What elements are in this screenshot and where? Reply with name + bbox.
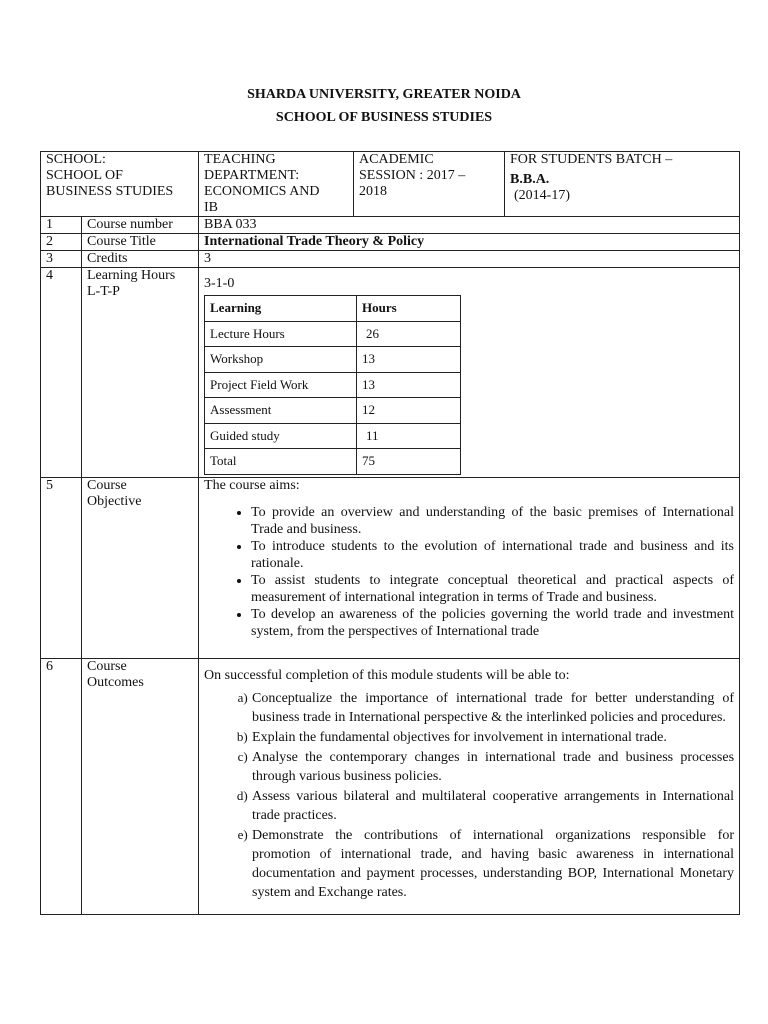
ltp-value: 3-1-0 — [204, 276, 235, 291]
row-number: 1 — [41, 217, 82, 234]
row-label-line: L-T-P — [87, 284, 120, 299]
hours-row — [205, 449, 461, 475]
row-number: 6 — [41, 658, 82, 914]
session-line: ACADEMIC — [359, 152, 434, 167]
row-label: Course number — [82, 217, 199, 234]
session-cell — [354, 152, 505, 217]
objective-intro: The course aims: — [204, 477, 300, 493]
course-title-value: International Trade Theory & Policy — [199, 234, 740, 251]
school-line: BUSINESS STUDIES — [46, 184, 174, 199]
list-item: e. Demonstrate the contributions of international organizations responsible for promotion of international trade, and having basic awareness in international documentation and payment processes, understanding BOP, International Monetary system and Exchange rates. — [251, 825, 734, 902]
outcomes-cell — [199, 658, 740, 914]
hours-value: 26 — [357, 321, 461, 347]
session-line: SESSION : 2017 – — [359, 168, 466, 183]
hours-table-header — [205, 296, 461, 322]
course-number-value: BBA 033 — [199, 217, 740, 234]
row-label — [82, 658, 199, 914]
department-line: DEPARTMENT: — [204, 168, 300, 183]
credits-value: 3 — [199, 251, 740, 268]
course-title-row — [41, 234, 740, 251]
department-line: IB — [204, 200, 219, 215]
hours-header: Hours — [357, 296, 461, 322]
learning-hours-row — [41, 268, 740, 478]
department-line: ECONOMICS AND — [204, 184, 320, 199]
outcomes-intro: On successful completion of this module students will be able to: — [204, 667, 570, 683]
department-line: TEACHING — [204, 152, 276, 167]
credits-row — [41, 251, 740, 268]
hours-row — [205, 423, 461, 449]
learning-type: Lecture Hours — [205, 321, 357, 347]
batch-years: (2014-17) — [514, 188, 571, 203]
batch-cell — [505, 152, 740, 217]
department-cell — [199, 152, 354, 217]
list-item: • To assist students to integrate conceptual theoretical and practical aspects of measurement of international integration in terms of Trade and business. — [251, 572, 734, 606]
row-number: 5 — [41, 477, 82, 658]
school-line: SCHOOL: — [46, 152, 106, 167]
learning-type: Workshop — [205, 347, 357, 373]
list-item: • To provide an overview and understanding of the basic premises of International Trade and business. — [251, 504, 734, 538]
row-number: 3 — [41, 251, 82, 268]
row-label-line: Course — [87, 477, 127, 493]
learning-type: Project Field Work — [205, 372, 357, 398]
school-cell — [41, 152, 199, 217]
hours-row — [205, 347, 461, 373]
objective-cell — [199, 477, 740, 658]
header-row — [41, 152, 740, 217]
school-line: SCHOOL OF — [46, 168, 123, 183]
batch-program: B.B.A. — [510, 172, 550, 187]
school-title: SCHOOL OF BUSINESS STUDIES — [275, 110, 493, 125]
row-number: 2 — [41, 234, 82, 251]
row-label-line: Course — [87, 658, 127, 674]
outcomes-list — [204, 688, 734, 902]
list-item: • To develop an awareness of the policies governing the world trade and investment system, from the perspectives of International trade — [251, 606, 734, 640]
hours-table — [204, 295, 461, 475]
row-number: 4 — [41, 268, 82, 478]
hours-row — [205, 398, 461, 424]
batch-label: FOR STUDENTS BATCH – — [510, 152, 673, 167]
objective-row — [41, 477, 740, 658]
university-title: SHARDA UNIVERSITY, GREATER NOIDA — [247, 87, 521, 102]
aims-list — [204, 504, 734, 640]
row-label: Course Title — [82, 234, 199, 251]
hours-value: 11 — [357, 423, 461, 449]
row-label-line: Outcomes — [87, 674, 144, 690]
hours-value: 12 — [357, 398, 461, 424]
row-label-line: Learning Hours — [87, 268, 176, 283]
hours-value: 75 — [357, 449, 461, 475]
hours-value: 13 — [357, 372, 461, 398]
learning-type: Total — [205, 449, 357, 475]
row-label — [82, 477, 199, 658]
list-item: c. Analyse the contemporary changes in international trade and business processes through various business policies. — [251, 747, 734, 786]
hours-row — [205, 372, 461, 398]
learning-header: Learning — [205, 296, 357, 322]
hours-value: 13 — [357, 347, 461, 373]
learning-type: Assessment — [205, 398, 357, 424]
list-item: d. Assess various bilateral and multilateral cooperative arrangements in International trade practices. — [251, 786, 734, 825]
list-item: • To introduce students to the evolution of international trade and business and its rationale. — [251, 538, 734, 572]
row-label-line: Objective — [87, 493, 142, 509]
learning-type: Guided study — [205, 423, 357, 449]
learning-hours-cell — [199, 268, 740, 478]
list-item: a. Conceptualize the importance of international trade for better understanding of business trade in International perspective & the interlinked policies and procedures. — [251, 688, 734, 727]
row-label — [82, 268, 199, 478]
row-label: Credits — [82, 251, 199, 268]
session-line: 2018 — [359, 184, 388, 199]
course-table — [40, 151, 740, 915]
hours-row — [205, 321, 461, 347]
list-item: b. Explain the fundamental objectives for involvement in international trade. — [251, 727, 734, 747]
course-number-row — [41, 217, 740, 234]
outcomes-row — [41, 658, 740, 914]
